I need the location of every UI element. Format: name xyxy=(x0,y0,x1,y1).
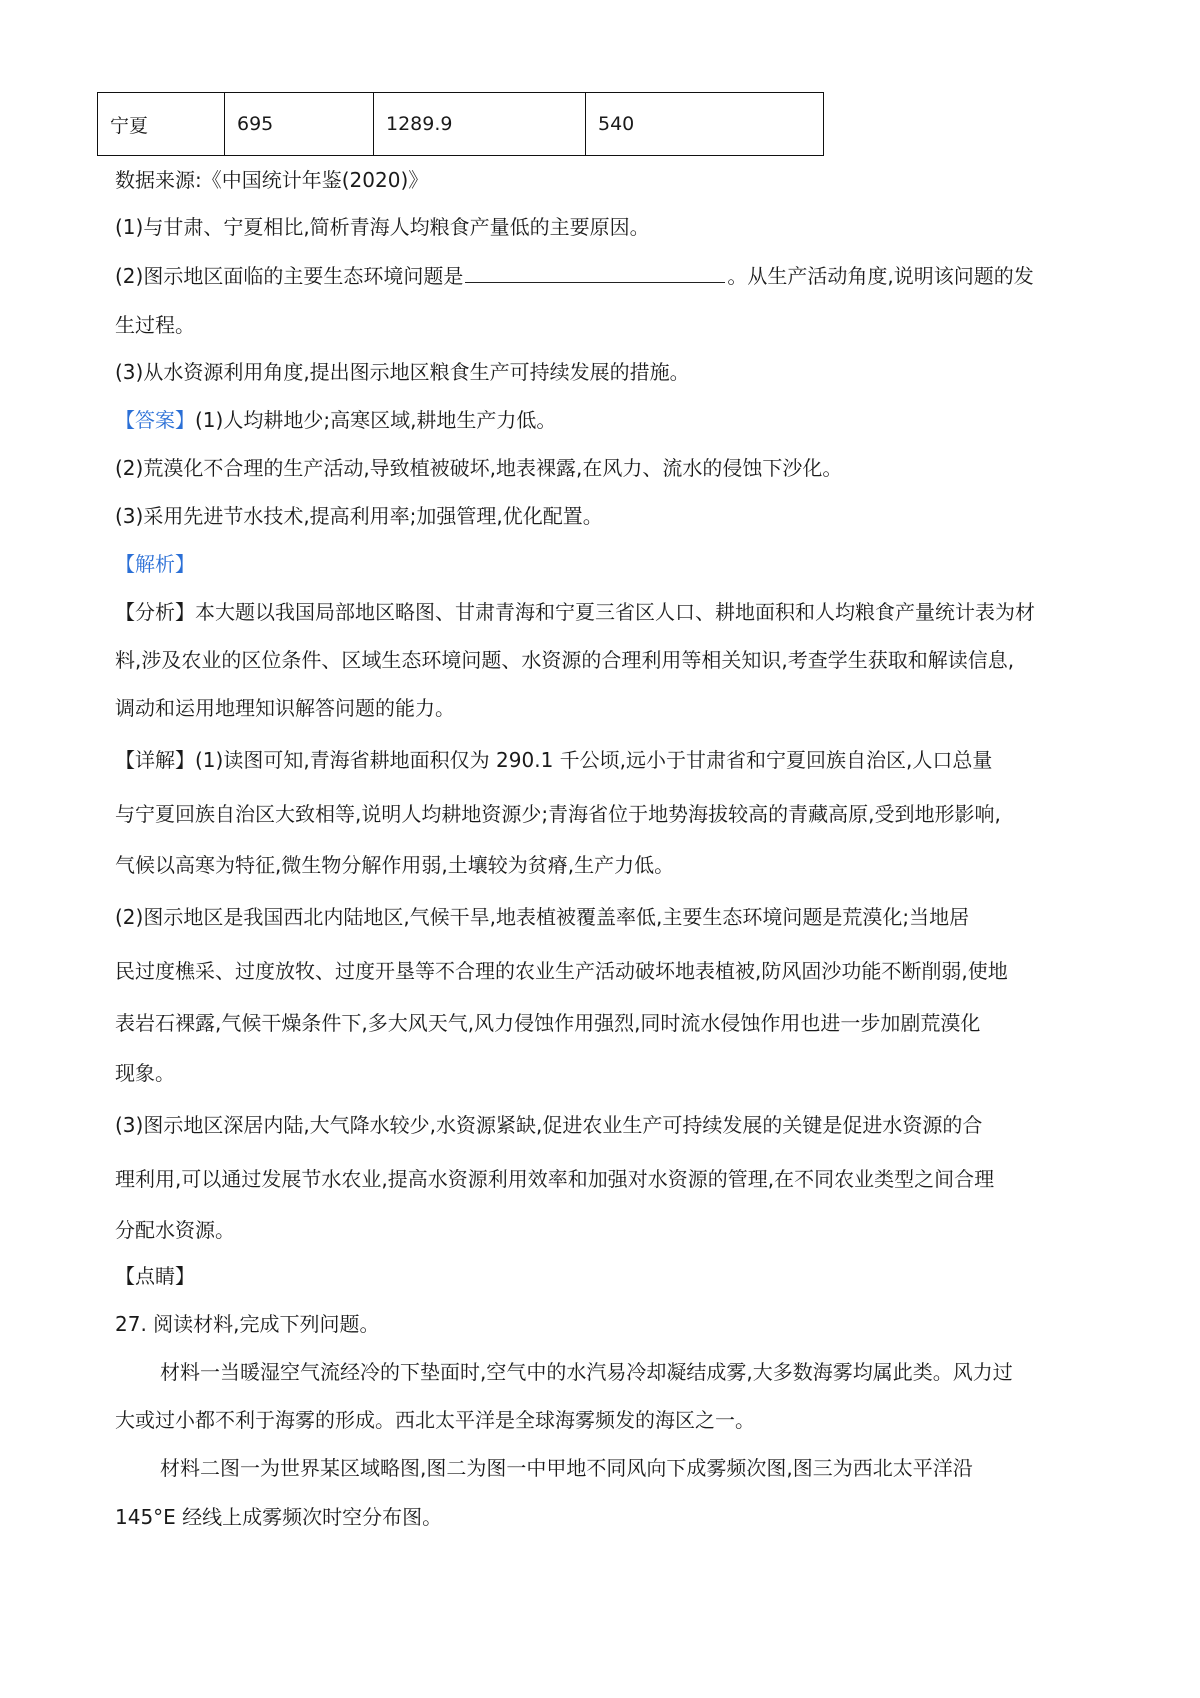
xiangjie-p3-line-1: (3)图示地区深居内陆,大气降水较少,水资源紧缺,促进农业生产可持续发展的关键是促进水资源的合 xyxy=(115,1113,983,1137)
material-1-line-2: 大或过小都不利于海雾的形成。西北太平洋是全球海雾频发的海区之一。 xyxy=(115,1408,755,1432)
question-27-title: 27. 阅读材料,完成下列问题。 xyxy=(115,1312,380,1336)
data-source: 数据来源:《中国统计年鉴(2020)》 xyxy=(115,168,429,192)
question-2-line xyxy=(115,262,1100,290)
question-2-cont: 生过程。 xyxy=(115,313,195,337)
table-cell-population: 695 xyxy=(225,93,374,156)
fenxi-line-3: 调动和运用地理知识解答问题的能力。 xyxy=(115,696,455,720)
table-row xyxy=(98,93,824,156)
xiangjie-p2-line-2: 民过度樵采、过度放牧、过度开垦等不合理的农业生产活动破坏地表植被,防风固沙功能不断削弱,使地 xyxy=(115,959,1008,983)
xiangjie-p1-line-3: 气候以高寒为特征,微生物分解作用弱,土壤较为贫瘠,生产力低。 xyxy=(115,853,675,877)
data-table xyxy=(97,92,824,156)
xiangjie-p3-line-2: 理利用,可以通过发展节水农业,提高水资源利用效率和加强对水资源的管理,在不同农业类型之间合理 xyxy=(115,1167,995,1191)
xiangjie-p2-line-4: 现象。 xyxy=(115,1061,175,1085)
answer-1-line xyxy=(115,406,1100,434)
question-2-text-b: 。从生产活动角度,说明该问题的发 xyxy=(727,264,1034,288)
fenxi-line-2: 料,涉及农业的区位条件、区域生态环境问题、水资源的合理利用等相关知识,考查学生获取和解读信息, xyxy=(115,648,1015,672)
table-cell-grain: 540 xyxy=(586,93,824,156)
material-1-line-1: 材料一当暖湿空气流经冷的下垫面时,空气中的水汽易冷却凝结成雾,大多数海雾均属此类。风力过 xyxy=(160,1360,1013,1384)
question-3: (3)从水资源利用角度,提出图示地区粮食生产可持续发展的措施。 xyxy=(115,360,690,384)
answer-label: 【答案】 xyxy=(115,408,195,432)
material-2-line-1: 材料二图一为世界某区域略图,图二为图一中甲地不同风向下成雾频次图,图三为西北太平洋沿 xyxy=(160,1456,973,1480)
answer-blank xyxy=(465,262,725,283)
analysis-label: 【解析】 xyxy=(115,552,195,576)
xiangjie-p2-line-3: 表岩石裸露,气候干燥条件下,多大风天气,风力侵蚀作用强烈,同时流水侵蚀作用也进一步加剧荒漠化 xyxy=(115,1011,981,1035)
answer-3: (3)采用先进节水技术,提高利用率;加强管理,优化配置。 xyxy=(115,504,603,528)
dianjing-label: 【点睛】 xyxy=(115,1264,195,1288)
material-2-line-2: 145°E 经线上成雾频次时空分布图。 xyxy=(115,1505,443,1529)
table-cell-province: 宁夏 xyxy=(98,93,225,156)
answer-1: (1)人均耕地少;高寒区域,耕地生产力低。 xyxy=(195,408,557,432)
question-1: (1)与甘肃、宁夏相比,简析青海人均粮食产量低的主要原因。 xyxy=(115,215,650,239)
xiangjie-p1-line-1: 【详解】(1)读图可知,青海省耕地面积仅为 290.1 千公顷,远小于甘肃省和宁夏回族自治区,人口总量 xyxy=(115,748,993,772)
answer-2: (2)荒漠化不合理的生产活动,导致植被破坏,地表裸露,在风力、流水的侵蚀下沙化。 xyxy=(115,456,843,480)
fenxi-line-1: 【分析】本大题以我国局部地区略图、甘肃青海和宁夏三省区人口、耕地面积和人均粮食产量统计表为材 xyxy=(115,600,1035,624)
question-2-text-a: (2)图示地区面临的主要生态环境问题是 xyxy=(115,264,464,288)
table-cell-farmland: 1289.9 xyxy=(374,93,586,156)
xiangjie-p2-line-1: (2)图示地区是我国西北内陆地区,气候干旱,地表植被覆盖率低,主要生态环境问题是荒漠化;当地居 xyxy=(115,905,970,929)
xiangjie-p3-line-3: 分配水资源。 xyxy=(115,1218,235,1242)
xiangjie-p1-line-2: 与宁夏回族自治区大致相等,说明人均耕地资源少;青海省位于地势海拔较高的青藏高原,受到地形影响, xyxy=(115,802,1001,826)
